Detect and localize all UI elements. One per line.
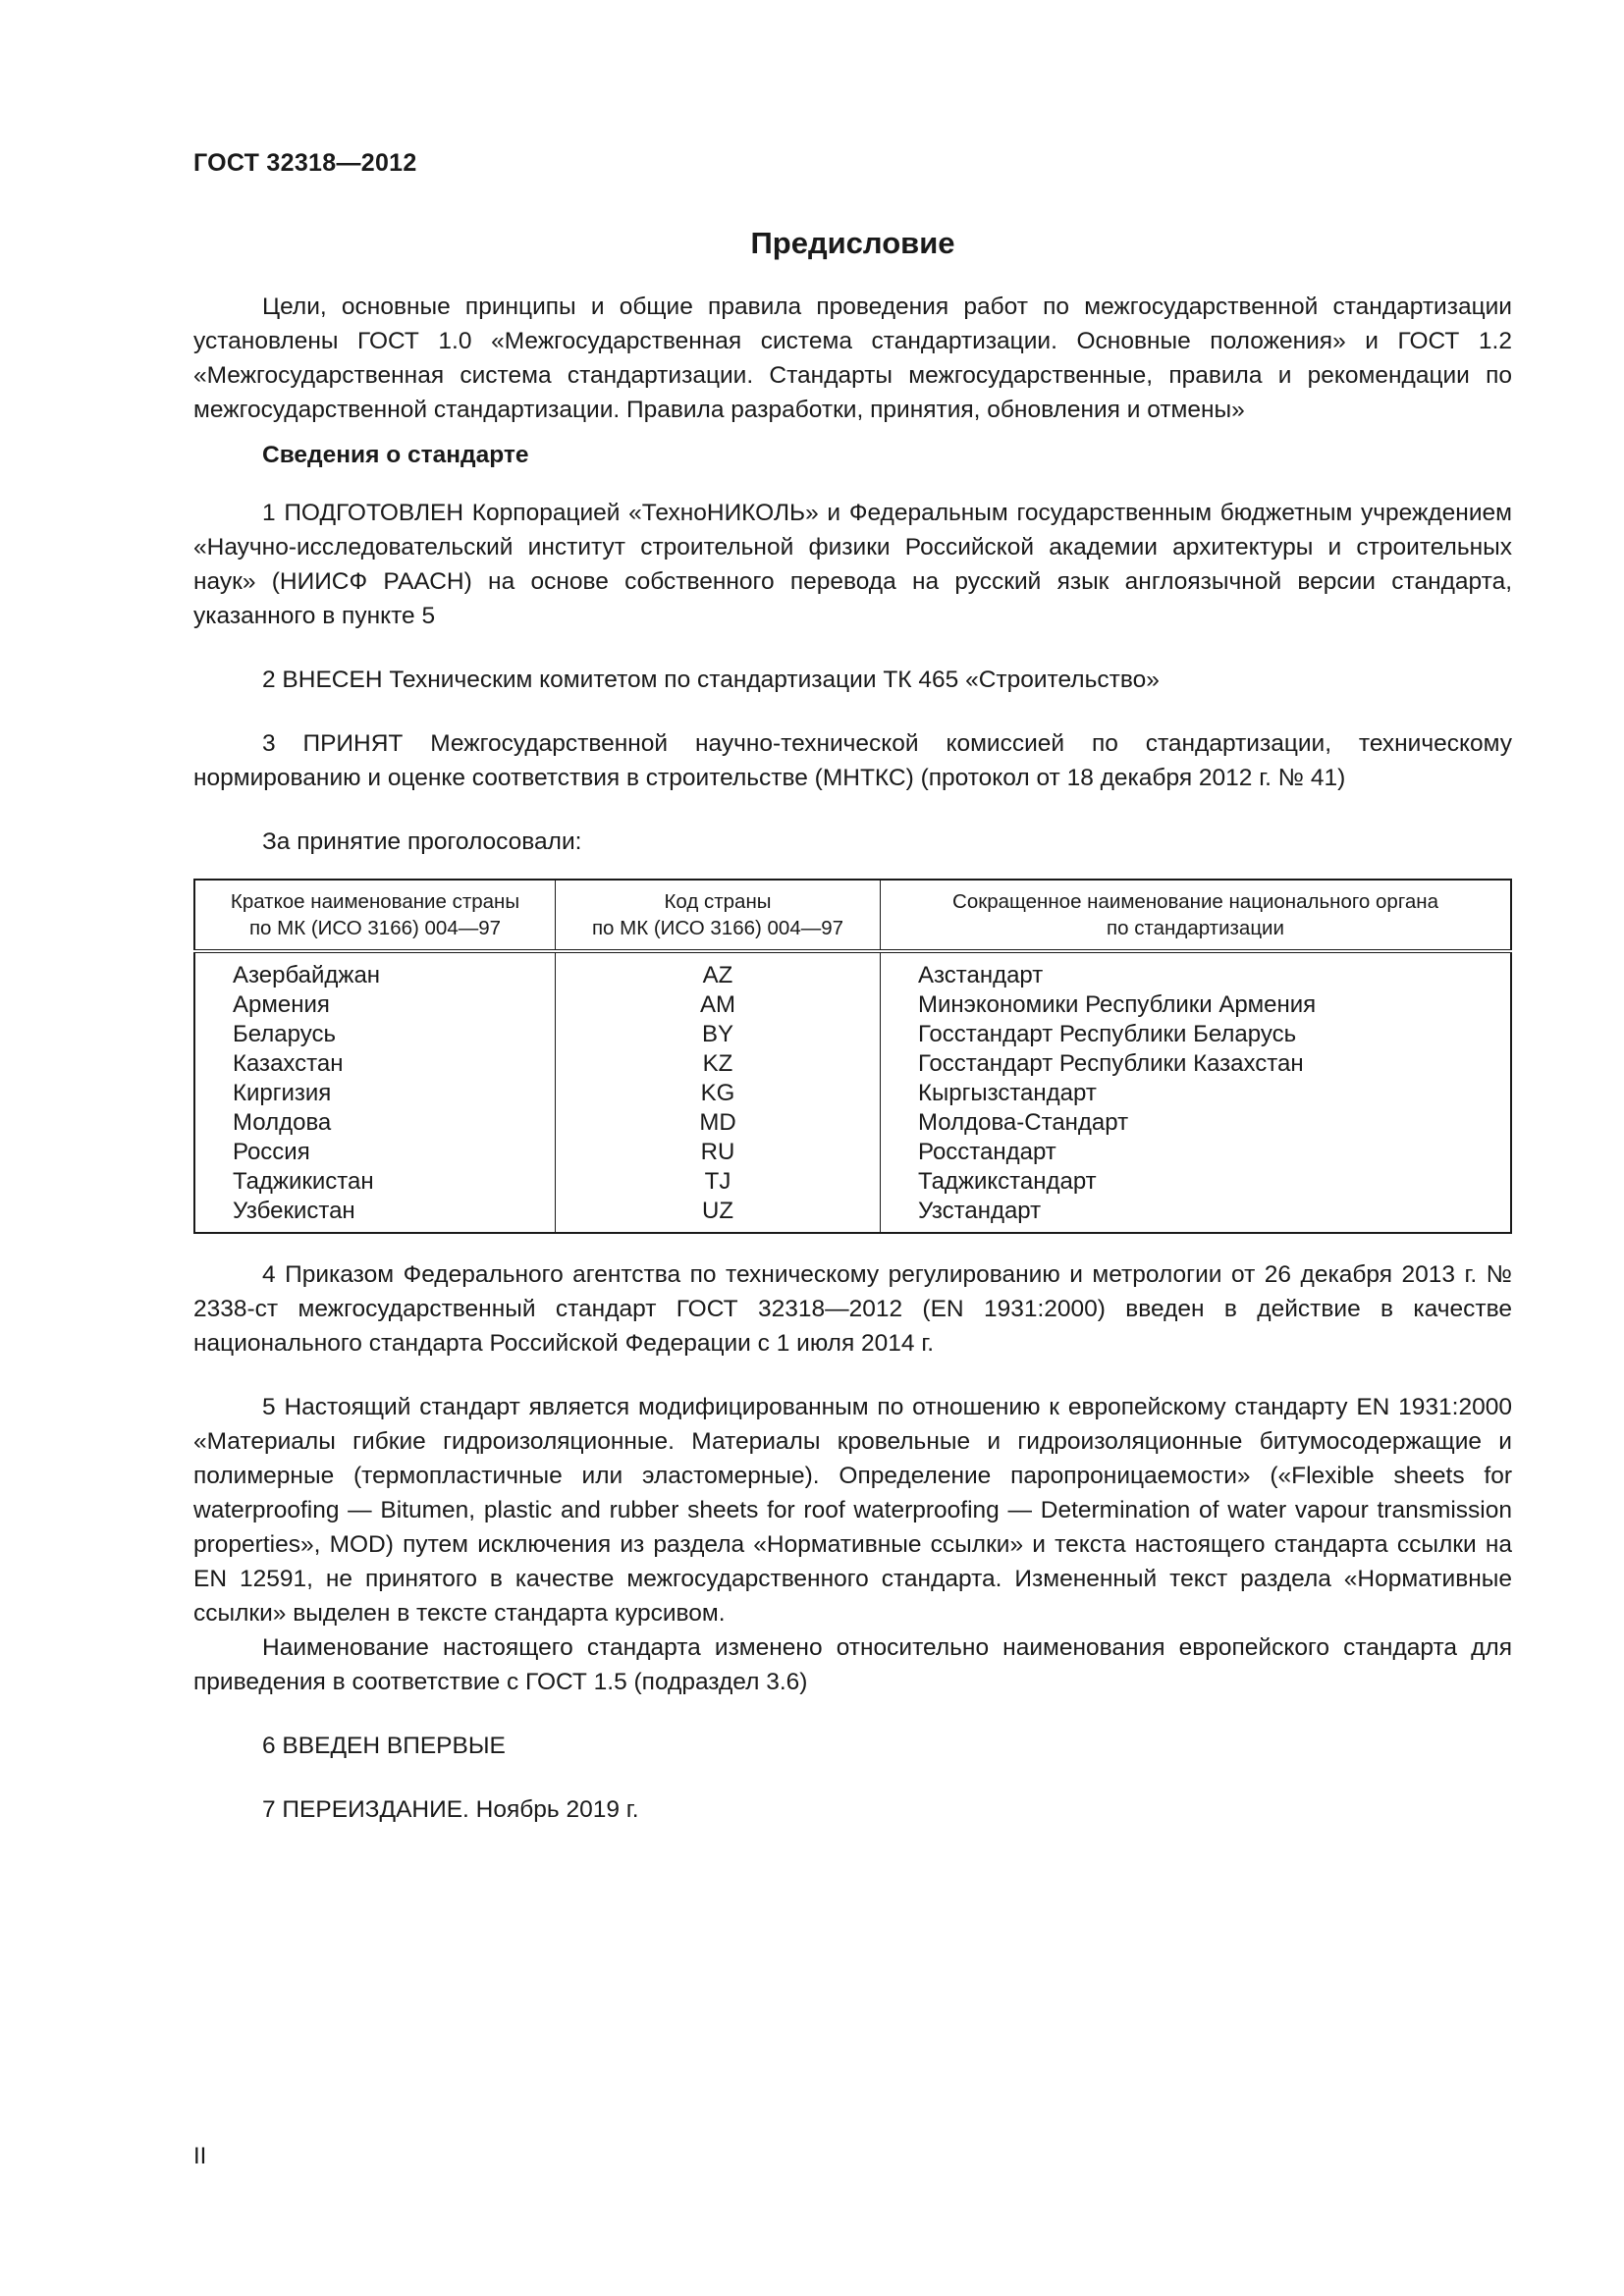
table-row (194, 1079, 1511, 1108)
cell-code: AM (556, 990, 881, 1020)
cell-organization: Госстандарт Республики Казахстан (918, 1050, 1304, 1077)
cell-country: Молдова (194, 1108, 556, 1138)
table-row (194, 1167, 1511, 1197)
item-3-paragraph: 3 ПРИНЯТ Межгосударственной научно-технической комиссией по стандартизации, техническому нормированию и оценке соответствия в строительстве (МНТКС) (протокол от 18 декабря 2012 г. № 41) (193, 730, 1512, 791)
table-row (194, 1049, 1511, 1079)
table-row (194, 951, 1511, 990)
item-2-paragraph: 2 ВНЕСЕН Техническим комитетом по стандартизации ТК 465 «Строительство» (262, 667, 1160, 693)
cell-code: RU (556, 1138, 881, 1167)
votes-intro: За принятие проголосовали: (262, 828, 582, 855)
document-code: ГОСТ 32318—2012 (193, 149, 417, 177)
cell-code: UZ (556, 1197, 881, 1233)
cell-organization: Минэкономики Республики Армения (918, 991, 1317, 1018)
header-organization: Сокращенное наименование национального органа по стандартизации (881, 880, 1512, 951)
table-row (194, 990, 1511, 1020)
item-7-paragraph: 7 ПЕРЕИЗДАНИЕ. Ноябрь 2019 г. (262, 1796, 639, 1823)
cell-code: MD (556, 1108, 881, 1138)
table-header-row (194, 880, 1511, 951)
table-row (194, 1108, 1511, 1138)
document-body (193, 290, 1512, 1827)
item-5-paragraph: 5 Настоящий стандарт является модифицированным по отношению к европейскому стандарту EN 1931:2000 «Материалы гибкие гидроизоляционные. Материалы кровельные и гидроизоляционные битумосодержащие и полимерные (термопластичные или эластомерные). Определение паропроницаемости» («Flexible sheets for waterproofing — Bitumen, plastic and rubber sheets for roof waterproofing — Determination of water vapour transmission properties», MOD) путем исключения из раздела «Нормативные ссылки» и текста настоящего стандарта ссылки на EN 12591, не принятого в качестве межгосударственного стандарта. Измененный текст раздела «Нормативные ссылки» выделен в тексте стандарта курсивом. (193, 1394, 1512, 1627)
cell-country: Казахстан (194, 1049, 556, 1079)
page-number: II (193, 2143, 207, 2169)
cell-code: KG (556, 1079, 881, 1108)
item-6-paragraph: 6 ВВЕДЕН ВПЕРВЫЕ (262, 1733, 506, 1759)
votes-table (193, 879, 1512, 1234)
cell-organization: Азстандарт (918, 962, 1044, 988)
table-row (194, 1197, 1511, 1233)
item-5-note-paragraph: Наименование настоящего стандарта изменено относительно наименования европейского стандарта для приведения в соответствие с ГОСТ 1.5 (подраздел 3.6) (193, 1634, 1512, 1695)
cell-organization: Росстандарт (918, 1139, 1056, 1165)
cell-country: Армения (194, 990, 556, 1020)
cell-country: Узбекистан (194, 1197, 556, 1233)
header-country: Краткое наименование страны по МК (ИСО 3166) 004—97 (194, 880, 556, 951)
section-heading: Сведения о стандарте (262, 442, 529, 468)
cell-country: Киргизия (194, 1079, 556, 1108)
page-title: Предисловие (750, 226, 955, 260)
cell-code: AZ (556, 951, 881, 990)
cell-code: TJ (556, 1167, 881, 1197)
cell-organization: Таджикстандарт (918, 1168, 1097, 1195)
cell-country: Азербайджан (194, 951, 556, 990)
table-row (194, 1138, 1511, 1167)
cell-code: BY (556, 1020, 881, 1049)
cell-code: KZ (556, 1049, 881, 1079)
cell-organization: Кыргызстандарт (918, 1080, 1097, 1106)
cell-country: Таджикистан (194, 1167, 556, 1197)
item-1-paragraph: 1 ПОДГОТОВЛЕН Корпорацией «ТехноНИКОЛЬ» и Федеральным государственным бюджетным учреждением «Научно-исследовательский институт строительной физики Российской академии архитектуры и строительных наук» (НИИСФ РААСН) на основе собственного перевода на русский язык англоязычной версии стандарта, указанного в пункте 5 (193, 500, 1512, 629)
cell-country: Россия (194, 1138, 556, 1167)
cell-organization: Молдова-Стандарт (918, 1109, 1129, 1136)
item-4-paragraph: 4 Приказом Федерального агентства по техническому регулированию и метрологии от 26 декабря 2013 г. № 2338-ст межгосударственный стандарт ГОСТ 32318—2012 (EN 1931:2000) введен в действие в качестве национального стандарта Российской Федерации с 1 июля 2014 г. (193, 1261, 1512, 1357)
cell-organization: Узстандарт (918, 1198, 1042, 1224)
intro-paragraph: Цели, основные принципы и общие правила проведения работ по межгосударственной стандартизации установлены ГОСТ 1.0 «Межгосударственная система стандартизации. Основные положения» и ГОСТ 1.2 «Межгосударственная система стандартизации. Стандарты межгосударственные, правила и рекомендации по межгосударственной стандартизации. Правила разработки, принятия, обновления и отмены» (193, 294, 1512, 423)
header-code: Код страны по МК (ИСО 3166) 004—97 (556, 880, 881, 951)
table-row (194, 1020, 1511, 1049)
cell-country: Беларусь (194, 1020, 556, 1049)
cell-organization: Госстандарт Республики Беларусь (918, 1021, 1297, 1047)
